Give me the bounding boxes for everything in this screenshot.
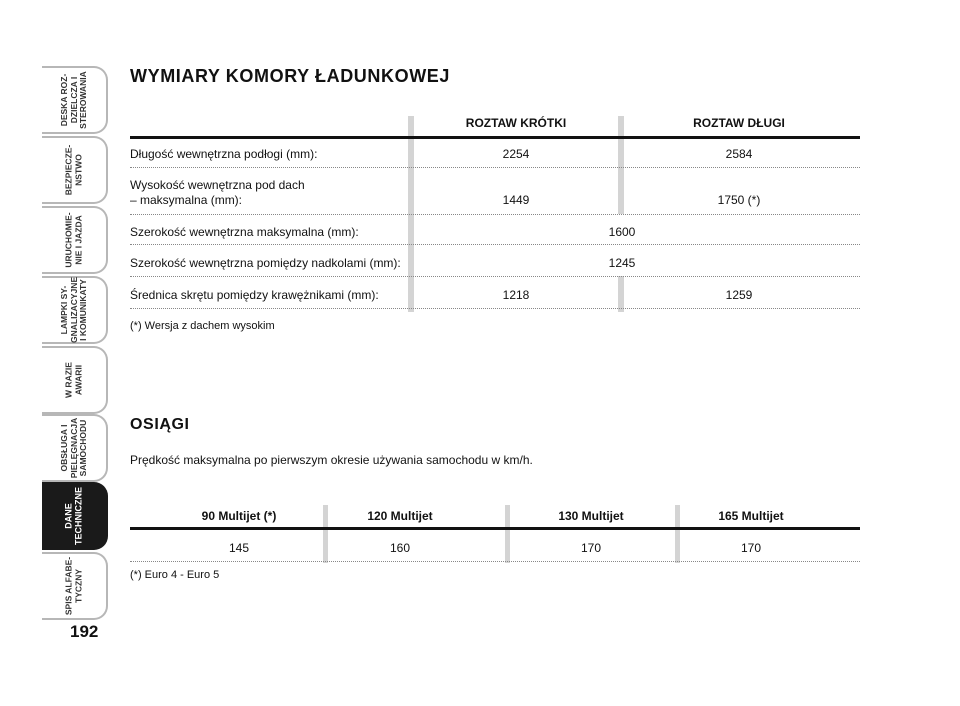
tab-label: OBSŁUGA I PIELĘGNACJA SAMOCHODU	[58, 417, 88, 479]
column-separator	[675, 505, 680, 563]
row-value-long: 1750 (*)	[717, 193, 761, 207]
header-130-multijet: 130 Multijet	[558, 509, 624, 523]
tab-label: SPIS ALFABE- TYCZNY	[63, 556, 83, 616]
tab-dane-techniczne[interactable]	[42, 482, 108, 550]
row-value-short: 1449	[502, 193, 530, 207]
speed-120-multijet: 160	[389, 541, 411, 555]
header-120-multijet: 120 Multijet	[367, 509, 433, 523]
speed-90-multijet: 145	[228, 541, 250, 555]
speed-130-multijet: 170	[580, 541, 602, 555]
row-divider	[130, 167, 860, 168]
performance-title: OSIĄGI	[130, 416, 190, 433]
tab-lampki[interactable]	[42, 276, 108, 344]
tab-deska-rozdzielcza[interactable]	[42, 66, 108, 134]
row-divider	[130, 276, 860, 277]
row-label: Szerokość wewnętrzna pomiędzy nadkolami (mm):	[130, 256, 401, 270]
row-value-long: 1259	[725, 288, 753, 302]
performance-table	[130, 505, 860, 563]
tab-label: DESKA ROZ- DZIELCZA I STEROWANIA	[58, 71, 88, 129]
tab-spis-alfabetyczny[interactable]	[42, 552, 108, 620]
row-divider	[130, 308, 860, 309]
dimensions-title: WYMIARY KOMORY ŁADUNKOWEJ	[130, 66, 451, 86]
tab-label: LAMPKI SY- GNALIZACYJNE I KOMUNIKATY	[58, 276, 88, 343]
row-value-short: 2254	[502, 147, 530, 161]
tab-uruchomienie[interactable]	[42, 206, 108, 274]
header-165-multijet: 165 Multijet	[718, 509, 784, 523]
dimensions-footnote: (*) Wersja z dachem wysokim	[130, 320, 275, 332]
row-divider	[130, 214, 860, 215]
tab-w-razie-awarii[interactable]	[42, 346, 108, 414]
tab-label: DANE TECHNICZNE	[63, 487, 83, 545]
tab-obsluga[interactable]	[42, 414, 108, 482]
tab-label: BEZPIECZE- NSTWO	[63, 144, 83, 196]
tab-bezpieczenstwo[interactable]	[42, 136, 108, 204]
row-divider	[130, 561, 860, 562]
column-separator	[505, 505, 510, 563]
speed-165-multijet: 170	[740, 541, 762, 555]
header-rule	[130, 527, 860, 530]
header-rule	[130, 136, 860, 139]
row-value-long: 2584	[725, 147, 753, 161]
page-number: 192	[70, 622, 99, 641]
performance-intro: Prędkość maksymalna po pierwszym okresie używania samochodu w km/h.	[130, 453, 533, 467]
row-label: Wysokość wewnętrzna pod dach – maksymalna (mm):	[130, 178, 305, 207]
header-short-wheelbase: ROZTAW KRÓTKI	[465, 116, 567, 130]
column-separator	[618, 116, 624, 214]
row-label: Szerokość wewnętrzna maksymalna (mm):	[130, 225, 359, 239]
row-value-both: 1600	[608, 225, 636, 239]
dimensions-table	[130, 116, 860, 312]
row-label: Długość wewnętrzna podłogi (mm):	[130, 147, 318, 161]
row-divider	[130, 244, 860, 245]
row-label: Średnica skrętu pomiędzy krawężnikami (mm):	[130, 288, 379, 302]
performance-footnote: (*) Euro 4 - Euro 5	[130, 569, 220, 581]
row-value-both: 1245	[608, 256, 636, 270]
header-90-multijet: 90 Multijet (*)	[201, 509, 277, 523]
row-value-short: 1218	[502, 288, 530, 302]
tab-label: W RAZIE AWARII	[63, 362, 83, 398]
column-separator	[618, 276, 624, 312]
tab-label: URUCHOMIE- NIE I JAZDA	[63, 212, 83, 268]
header-long-wheelbase: ROZTAW DŁUGI	[693, 116, 785, 130]
column-separator	[323, 505, 328, 563]
